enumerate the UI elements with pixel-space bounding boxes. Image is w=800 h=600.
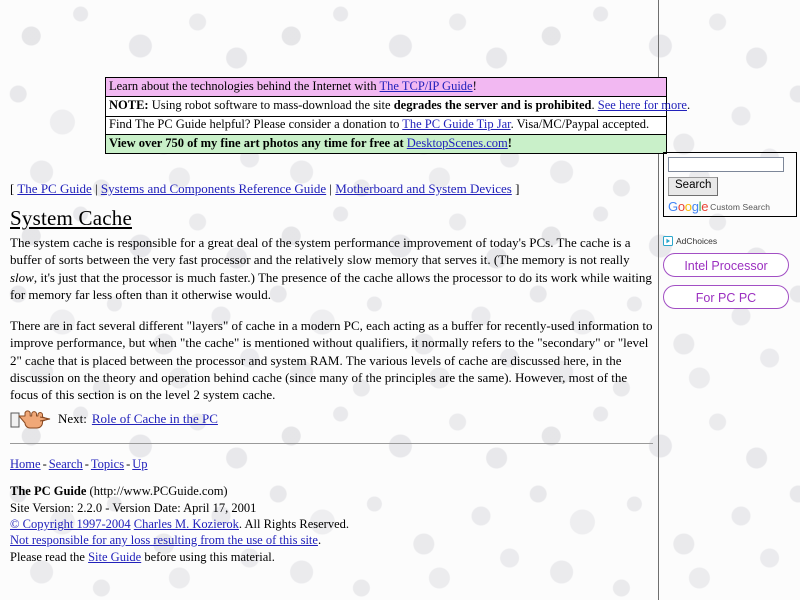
banner-row-donation bbox=[106, 117, 666, 135]
next-label: Next: bbox=[58, 411, 87, 426]
breadcrumb-sep-1: | bbox=[91, 181, 101, 196]
footer-version-line: Site Version: 2.2.0 - Version Date: April 17, 2001 bbox=[10, 500, 257, 515]
paragraph-1-part-a: The system cache is responsible for a great deal of the system performance improvement of today's PCs. The cache is a buffer of sorts between the very fast processor and the relatively slow memory that serves it. (The memory is not really bbox=[10, 235, 631, 268]
banner-row-tcpip bbox=[106, 78, 666, 97]
paragraph-1-part-b: , it's just that the processor is much faster.) The presence of the cache allows the processor to do its work while waiting for memory far less often than it otherwise would. bbox=[10, 269, 652, 302]
copyright-link[interactable]: © Copyright 1997-2004 bbox=[10, 517, 131, 532]
page-title: System Cache bbox=[10, 206, 132, 230]
notice-banner bbox=[105, 77, 691, 154]
footer-site-guide-line bbox=[10, 549, 321, 566]
disclaimer-post: . bbox=[317, 533, 322, 547]
site-guide-link[interactable]: Site Guide bbox=[88, 549, 142, 564]
footer-nav bbox=[10, 457, 148, 472]
search-input[interactable] bbox=[668, 157, 784, 172]
footer-nav-sep-3: - bbox=[126, 457, 131, 471]
desktopscenes-post: ! bbox=[507, 135, 512, 150]
next-page-link[interactable]: Role of Cache in the PC bbox=[91, 411, 218, 426]
custom-search-label: Custom Search bbox=[710, 201, 771, 212]
adchoices-icon[interactable] bbox=[663, 236, 676, 246]
paragraph-1-emphasis: slow bbox=[10, 269, 34, 285]
breadcrumb-item-motherboard-devices[interactable]: Motherboard and System Devices bbox=[335, 181, 512, 196]
search-panel bbox=[663, 152, 797, 217]
note-label: NOTE: bbox=[109, 98, 149, 113]
footer-rights: . All Rights Reserved. bbox=[238, 517, 349, 532]
note-post: . bbox=[686, 98, 691, 113]
footer-link-home[interactable]: Home bbox=[10, 457, 41, 471]
google-logo-letter-1: G bbox=[668, 198, 678, 214]
footer-nav-sep-1: - bbox=[42, 457, 47, 471]
note-mid: . bbox=[591, 98, 598, 113]
ad-pill-intel-processor[interactable]: Intel Processor bbox=[663, 253, 789, 277]
footer-site-name: The PC Guide bbox=[10, 484, 87, 498]
note-pre: Using robot software to mass-download the site bbox=[148, 98, 394, 113]
footer-link-search[interactable]: Search bbox=[48, 457, 83, 471]
footer-site-line bbox=[10, 483, 349, 500]
google-logo-letter-2: o bbox=[677, 198, 685, 214]
google-logo-letter-5: l bbox=[698, 198, 702, 214]
breadcrumb-item-pcguide[interactable]: The PC Guide bbox=[17, 181, 92, 196]
footer-site-url: (http://www.PCGuide.com) bbox=[89, 484, 228, 498]
author-link[interactable]: Charles M. Kozierok bbox=[133, 517, 239, 532]
pointing-hand-icon bbox=[10, 408, 58, 430]
paragraph-2: There are in fact several different "layers" of cache in a modern PC, each acting as a buffer for recently-used information to improve performance, but when "the cache" is mentioned without qualifiers, it normally refers to the "secondary" or "level 2" cache that is placed between the processor and system RAM. The various levels of cache are discussed here, in the discussion on the theory and operation behind cache (since many of the principles are the same). However, most of the focus of this section is on the level 2 system cache. bbox=[10, 318, 653, 403]
breadcrumb-item-systems-components[interactable]: Systems and Components Reference Guide bbox=[100, 181, 327, 196]
banner-row-note bbox=[106, 97, 691, 116]
footer-divider bbox=[10, 443, 653, 444]
search-button[interactable]: Search bbox=[668, 177, 718, 196]
breadcrumb-open: [ bbox=[10, 181, 18, 196]
footer-disclaimer bbox=[10, 532, 321, 565]
guide-pre: Please read the bbox=[10, 549, 89, 564]
sidebar-column bbox=[660, 0, 800, 600]
guide-post: before using this material. bbox=[141, 549, 275, 564]
desktopscenes-link[interactable]: DesktopScenes.com bbox=[406, 135, 508, 150]
banner-tcpip-post: ! bbox=[472, 79, 477, 93]
tcpip-guide-link[interactable]: The TCP/IP Guide bbox=[379, 79, 473, 93]
footer-copyright-line bbox=[10, 516, 349, 533]
article-body bbox=[10, 234, 655, 418]
tip-jar-link[interactable]: The PC Guide Tip Jar bbox=[402, 116, 511, 131]
banner-row-desktopscenes bbox=[106, 135, 666, 153]
donation-post: . Visa/MC/Paypal accepted. bbox=[510, 116, 650, 131]
paragraph-1 bbox=[10, 234, 655, 303]
adchoices-row[interactable] bbox=[663, 236, 797, 246]
google-logo bbox=[668, 199, 708, 214]
google-logo-letter-4: g bbox=[691, 198, 699, 214]
footer-link-up[interactable]: Up bbox=[132, 457, 148, 471]
google-custom-search-branding bbox=[668, 200, 792, 213]
footer-link-topics[interactable]: Topics bbox=[90, 457, 125, 471]
ad-pill-for-pc-pc[interactable]: For PC PC bbox=[663, 285, 789, 309]
note-bold: degrades the server and is prohibited bbox=[393, 98, 592, 113]
google-logo-letter-3: o bbox=[684, 198, 692, 214]
adchoices-label: AdChoices bbox=[676, 236, 718, 246]
see-here-link[interactable]: See here for more bbox=[597, 98, 687, 113]
breadcrumb bbox=[10, 181, 519, 197]
breadcrumb-sep-2: | bbox=[326, 181, 336, 196]
footer-site-info bbox=[10, 483, 349, 533]
disclaimer-link[interactable]: Not responsible for any loss resulting from the use of this site bbox=[10, 533, 318, 547]
advertisement-block bbox=[663, 236, 797, 317]
banner-tcpip-pre: Learn about the technologies behind the Internet with bbox=[109, 79, 380, 93]
desktopscenes-pre: View over 750 of my fine art photos any time for free at bbox=[109, 135, 407, 150]
next-navigation bbox=[10, 408, 218, 430]
breadcrumb-close: ] bbox=[511, 181, 520, 196]
footer-nav-sep-2: - bbox=[84, 457, 89, 471]
footer-disclaimer-line bbox=[10, 532, 321, 549]
donation-pre: Find The PC Guide helpful? Please consider a donation to bbox=[109, 116, 403, 131]
google-logo-letter-6: e bbox=[701, 198, 709, 214]
